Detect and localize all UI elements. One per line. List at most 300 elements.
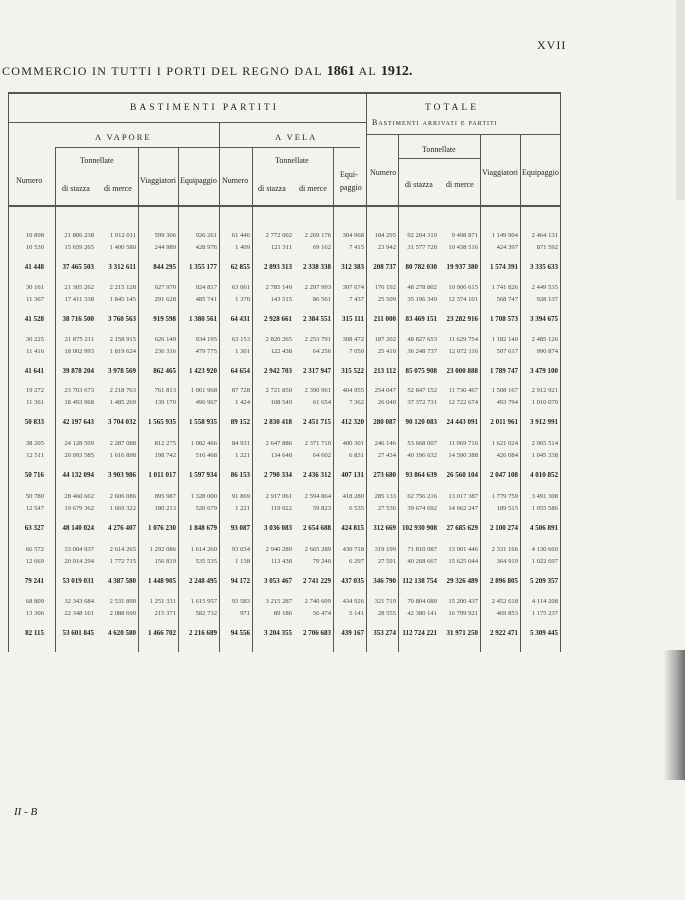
cell-viaggiatori-totale: 1 789 747	[490, 367, 518, 375]
cell-equipaggio-vapore: 1 082 466	[190, 440, 217, 447]
cell-stazza-totale: 48 827 653	[407, 336, 437, 343]
cell-equipaggio-vela: 430 718	[342, 546, 364, 553]
cell-equipaggio-vapore: 1 615 957	[190, 598, 217, 605]
cell-equipaggio-totale: 2 912 921	[531, 387, 558, 394]
cell-stazza-totale: 80 782 030	[405, 263, 437, 271]
cell-equipaggio-vela: 304 968	[342, 232, 364, 239]
cell-numero-vapore: 50 833	[24, 418, 44, 426]
cell-numero-totale: 213 112	[373, 367, 396, 375]
cell-viaggiatori-vapore: 895 987	[154, 493, 176, 500]
cell-viaggiatori-totale: 2 896 805	[490, 577, 518, 585]
cell-stazza-vela: 2 772 002	[265, 232, 292, 239]
cell-merce-totale: 26 560 104	[446, 471, 478, 479]
cell-stazza-totale: 52 847 152	[407, 387, 437, 394]
cell-merce-vapore: 2 606 086	[109, 493, 136, 500]
table-total-row	[0, 418, 560, 430]
header-merce-vela: di merce	[299, 184, 327, 193]
cell-viaggiatori-vapore: 139 170	[154, 399, 176, 406]
cell-equipaggio-vapore: 428 976	[195, 244, 217, 251]
table-total-row	[0, 524, 560, 536]
cell-equipaggio-vela: 424 815	[341, 524, 364, 532]
cell-merce-totale: 13 017 387	[448, 493, 478, 500]
table-row	[0, 336, 560, 348]
cell-numero-totale: 26 040	[377, 399, 396, 406]
cell-merce-totale: 23 282 916	[446, 315, 478, 323]
cell-viaggiatori-totale: 568 747	[496, 296, 518, 303]
cell-equipaggio-totale: 4 506 891	[530, 524, 558, 532]
header-bottom-rule	[8, 205, 560, 207]
cell-stazza-vapore: 18 002 993	[64, 348, 94, 355]
cell-equipaggio-vela: 315 111	[342, 315, 364, 323]
cell-equipaggio-vapore: 2 248 495	[189, 577, 217, 585]
cell-equipaggio-totale: 3 394 675	[530, 315, 558, 323]
cell-stazza-vela: 2 928 661	[264, 315, 292, 323]
table-row	[0, 546, 560, 558]
cell-equipaggio-totale: 4 130 660	[531, 546, 558, 553]
cell-numero-vapore: 41 528	[24, 315, 44, 323]
header-tonnellate-vapore: Tonnellate	[80, 156, 114, 165]
cell-merce-vela: 2 253 791	[304, 336, 331, 343]
cell-stazza-vela: 2 721 850	[265, 387, 292, 394]
cell-equipaggio-vapore: 520 679	[195, 505, 217, 512]
cell-numero-vapore: 68 809	[25, 598, 44, 605]
cell-equipaggio-vapore: 1 614 260	[190, 546, 217, 553]
cell-merce-vapore: 2 088 690	[109, 610, 136, 617]
cell-equipaggio-totale: 3 479 100	[530, 367, 558, 375]
cell-merce-vapore: 3 704 032	[108, 418, 136, 426]
page-number: XVII	[537, 38, 567, 52]
cell-equipaggio-vela: 7 050	[349, 348, 364, 355]
table-row	[0, 232, 560, 244]
cell-merce-vela: 2 740 609	[304, 598, 331, 605]
cell-merce-totale: 27 685 629	[446, 524, 478, 532]
cell-merce-vela: 56 474	[312, 610, 331, 617]
header-rule-3	[55, 147, 360, 148]
cell-merce-totale: 11 629 754	[448, 336, 478, 343]
cell-merce-totale: 12 072 116	[448, 348, 478, 355]
table-total-row	[0, 367, 560, 379]
col-rule	[560, 92, 561, 652]
cell-equipaggio-vapore: 516 468	[195, 452, 217, 459]
header-stazza-vapore: di stazza	[62, 184, 90, 193]
cell-numero-vela: 62 855	[230, 263, 250, 271]
cell-stazza-vapore: 17 411 338	[64, 296, 94, 303]
cell-merce-vela: 64 256	[312, 348, 331, 355]
cell-merce-totale: 19 937 380	[446, 263, 478, 271]
cell-merce-totale: 14 590 388	[448, 452, 478, 459]
cell-equipaggio-totale: 5 309 445	[530, 629, 558, 637]
cell-equipaggio-vapore: 934 195	[195, 336, 217, 343]
cell-viaggiatori-vapore: 626 149	[154, 336, 176, 343]
cell-merce-vapore: 3 312 611	[108, 263, 136, 271]
cell-numero-totale: 285 133	[374, 493, 396, 500]
header-a-vela: A VELA	[275, 132, 318, 142]
header-totale-sub: Bastimenti arrivati e partiti	[372, 118, 498, 127]
cell-equipaggio-vapore: 485 741	[195, 296, 217, 303]
cell-viaggiatori-totale: 2 331 166	[491, 546, 518, 553]
cell-equipaggio-totale: 1 010 070	[531, 399, 558, 406]
cell-numero-vela: 94 556	[230, 629, 250, 637]
header-equipaggio-vapore: Equipaggio	[180, 176, 217, 185]
cell-stazza-vapore: 28 460 662	[64, 493, 94, 500]
cell-merce-vela: 64 602	[312, 452, 331, 459]
cell-equipaggio-vapore: 1 423 920	[189, 367, 217, 375]
table-row	[0, 610, 560, 622]
cell-numero-totale: 184 295	[374, 232, 396, 239]
cell-numero-totale: 25 509	[377, 296, 396, 303]
cell-equipaggio-vapore: 1 597 934	[189, 471, 217, 479]
cell-equipaggio-vapore: 1 061 968	[190, 387, 217, 394]
cell-numero-vapore: 12 669	[25, 558, 44, 565]
table-total-row	[0, 577, 560, 589]
cell-merce-vapore: 2 614 265	[109, 546, 136, 553]
cell-merce-vela: 2 384 551	[303, 315, 331, 323]
cell-numero-vela: 94 172	[230, 577, 250, 585]
cell-numero-vela: 1 221	[235, 505, 250, 512]
cell-equipaggio-vapore: 582 732	[195, 610, 217, 617]
header-tonnellate-totale: Tonnellate	[422, 145, 456, 154]
header-merce-totale: di merce	[446, 180, 474, 189]
cell-numero-vapore: 66 572	[25, 546, 44, 553]
cell-merce-vapore: 2 287 088	[109, 440, 136, 447]
cell-viaggiatori-totale: 1 182 140	[491, 336, 518, 343]
table-row	[0, 348, 560, 360]
cell-equipaggio-vapore: 1 355 177	[189, 263, 217, 271]
cell-numero-totale: 273 680	[373, 471, 396, 479]
cell-stazza-vapore: 24 128 509	[64, 440, 94, 447]
cell-stazza-vela: 3 036 083	[264, 524, 292, 532]
cell-stazza-totale: 90 120 083	[405, 418, 437, 426]
cell-merce-vapore: 1 400 580	[109, 244, 136, 251]
cell-viaggiatori-totale: 493 794	[496, 399, 518, 406]
cell-numero-vapore: 50 716	[24, 471, 44, 479]
cell-numero-vela: 89 152	[230, 418, 250, 426]
cell-stazza-vela: 2 785 149	[265, 284, 292, 291]
cell-viaggiatori-vapore: 919 598	[153, 315, 176, 323]
cell-viaggiatori-vapore: 761 813	[154, 387, 176, 394]
cell-numero-vapore: 13 306	[25, 610, 44, 617]
cell-merce-vapore: 1 669 322	[109, 505, 136, 512]
cell-merce-vela: 2 436 312	[303, 471, 331, 479]
cell-numero-totale: 187 202	[374, 336, 396, 343]
cell-equipaggio-vela: 437 035	[341, 577, 364, 585]
cell-numero-vapore: 10 898	[25, 232, 44, 239]
cell-stazza-vapore: 20 093 585	[64, 452, 94, 459]
cell-equipaggio-totale: 1 175 237	[531, 610, 558, 617]
cell-equipaggio-vela: 418 280	[342, 493, 364, 500]
cell-equipaggio-totale: 928 137	[536, 296, 558, 303]
margin-mark: ·	[2, 533, 4, 539]
cell-equipaggio-totale: 2 485 126	[531, 336, 558, 343]
cell-numero-vela: 971	[240, 610, 250, 617]
cell-equipaggio-vela: 412 320	[341, 418, 364, 426]
cell-stazza-vela: 2 893 313	[264, 263, 292, 271]
cell-viaggiatori-totale: 1 508 167	[491, 387, 518, 394]
cell-merce-vela: 2 297 993	[304, 284, 331, 291]
cell-numero-totale: 254 047	[374, 387, 396, 394]
cell-stazza-vapore: 19 679 362	[64, 505, 94, 512]
cell-merce-vela: 2 594 864	[304, 493, 331, 500]
cell-viaggiatori-vapore: 236 316	[154, 348, 176, 355]
cell-equipaggio-vela: 7 362	[349, 399, 364, 406]
cell-numero-vela: 93 034	[231, 546, 250, 553]
cell-merce-vapore: 1 616 898	[109, 452, 136, 459]
table-total-row	[0, 315, 560, 327]
cell-merce-vela: 2 269 176	[304, 232, 331, 239]
cell-numero-vela: 93 087	[230, 524, 250, 532]
cell-numero-vapore: 12 511	[26, 452, 44, 459]
cell-viaggiatori-vapore: 1 011 017	[148, 471, 176, 479]
cell-viaggiatori-vapore: 627 970	[154, 284, 176, 291]
cell-stazza-vapore: 21 806 238	[64, 232, 94, 239]
cell-stazza-vela: 143 515	[270, 296, 292, 303]
cell-viaggiatori-vapore: 812 275	[154, 440, 176, 447]
cell-stazza-vapore: 21 875 211	[64, 336, 94, 343]
cell-merce-vapore: 1 772 715	[109, 558, 136, 565]
cell-merce-totale: 15 200 437	[448, 598, 478, 605]
cell-merce-vapore: 1 845 145	[109, 296, 136, 303]
cell-viaggiatori-vapore: 1 565 935	[148, 418, 176, 426]
cell-viaggiatori-totale: 1 741 826	[491, 284, 518, 291]
table-row	[0, 493, 560, 505]
header-paggio-vela: paggio	[340, 183, 362, 192]
cell-stazza-vapore: 15 659 265	[64, 244, 94, 251]
cell-merce-totale: 23 000 888	[446, 367, 478, 375]
cell-viaggiatori-totale: 469 853	[496, 610, 518, 617]
table-row	[0, 244, 560, 256]
cell-merce-totale: 24 443 091	[446, 418, 478, 426]
table-total-row	[0, 471, 560, 483]
cell-numero-totale: 208 737	[373, 263, 396, 271]
cell-stazza-vela: 2 820 265	[265, 336, 292, 343]
cell-stazza-vapore: 53 019 031	[62, 577, 94, 585]
cell-merce-totale: 13 901 446	[448, 546, 478, 553]
cell-numero-totale: 280 087	[373, 418, 396, 426]
cell-merce-vela: 69 162	[312, 244, 331, 251]
header-equipaggio-totale: Equipaggio	[522, 168, 559, 177]
cell-numero-vapore: 30 161	[25, 284, 44, 291]
cell-equipaggio-vela: 307 674	[342, 284, 364, 291]
cell-stazza-totale: 31 577 720	[407, 244, 437, 251]
cell-merce-vela: 2 706 683	[303, 629, 331, 637]
cell-equipaggio-totale: 1 055 586	[531, 505, 558, 512]
cell-equipaggio-totale: 3 491 308	[531, 493, 558, 500]
cell-stazza-totale: 62 756 216	[407, 493, 437, 500]
cell-stazza-vapore: 22 348 161	[64, 610, 94, 617]
cell-stazza-vela: 2 830 418	[264, 418, 292, 426]
header-numero-totale: Numero	[370, 168, 397, 177]
cell-stazza-vela: 134 648	[270, 452, 292, 459]
cell-equipaggio-vela: 7 437	[349, 296, 364, 303]
cell-merce-totale: 11 730 467	[448, 387, 478, 394]
cell-numero-totale: 176 192	[374, 284, 396, 291]
header-rule-4	[398, 158, 480, 159]
cell-merce-totale: 14 662 247	[448, 505, 478, 512]
header-bastimenti-partiti: BASTIMENTI PARTITI	[130, 103, 279, 113]
cell-numero-vela: 1 138	[235, 558, 250, 565]
cell-equipaggio-vela: 407 131	[341, 471, 364, 479]
cell-equipaggio-totale: 2 464 131	[531, 232, 558, 239]
cell-stazza-totale: 93 864 639	[405, 471, 437, 479]
cell-numero-totale: 353 274	[373, 629, 396, 637]
cell-merce-vela: 2 665 289	[304, 546, 331, 553]
cell-stazza-totale: 112 724 221	[402, 629, 437, 637]
cell-numero-totale: 321 719	[374, 598, 396, 605]
table-row	[0, 505, 560, 517]
cell-equipaggio-vela: 404 955	[342, 387, 364, 394]
cell-merce-totale: 16 799 921	[448, 610, 478, 617]
cell-stazza-vela: 2 647 886	[265, 440, 292, 447]
header-rule-1	[8, 122, 366, 123]
cell-stazza-vapore: 37 465 503	[62, 263, 94, 271]
table-total-row	[0, 263, 560, 275]
cell-stazza-vela: 2 942 703	[264, 367, 292, 375]
cell-merce-totale: 12 722 674	[448, 399, 478, 406]
cell-numero-vapore: 11 416	[26, 348, 44, 355]
cell-viaggiatori-vapore: 156 819	[154, 558, 176, 565]
cell-merce-vapore: 4 620 580	[108, 629, 136, 637]
cell-numero-totale: 346 790	[373, 577, 396, 585]
cell-numero-vapore: 50 780	[25, 493, 44, 500]
cell-numero-vapore: 41 641	[24, 367, 44, 375]
cell-merce-totale: 12 374 101	[448, 296, 478, 303]
cell-stazza-totale: 40 268 667	[407, 558, 437, 565]
header-viaggiatori-vapore: Viaggiatori	[140, 176, 176, 185]
cell-equipaggio-vapore: 926 261	[195, 232, 217, 239]
cell-stazza-vela: 122 438	[270, 348, 292, 355]
cell-merce-vapore: 4 276 407	[108, 524, 136, 532]
cell-stazza-totale: 112 138 754	[402, 577, 437, 585]
cell-merce-totale: 11 969 716	[448, 440, 478, 447]
cell-viaggiatori-totale: 364 919	[496, 558, 518, 565]
cell-stazza-vapore: 53 601 845	[62, 629, 94, 637]
cell-numero-vapore: 79 241	[24, 577, 44, 585]
header-top-rule	[8, 92, 560, 94]
cell-merce-totale: 31 971 250	[446, 629, 478, 637]
cell-viaggiatori-vapore: 291 628	[154, 296, 176, 303]
cell-merce-vapore: 3 903 986	[108, 471, 136, 479]
cell-viaggiatori-totale: 2 452 618	[491, 598, 518, 605]
cell-numero-vapore: 82 115	[25, 629, 44, 637]
cell-merce-vapore: 2 158 915	[109, 336, 136, 343]
cell-equipaggio-vapore: 535 535	[195, 558, 217, 565]
cell-numero-totale: 27 591	[377, 558, 396, 565]
cell-equipaggio-vapore: 924 817	[195, 284, 217, 291]
cell-stazza-vapore: 48 140 024	[62, 524, 94, 532]
cell-merce-vapore: 2 215 128	[109, 284, 136, 291]
cell-numero-vela: 1 424	[235, 399, 250, 406]
cell-viaggiatori-totale: 1 149 904	[491, 232, 518, 239]
cell-numero-vapore: 19 272	[25, 387, 44, 394]
cell-stazza-vapore: 38 716 500	[62, 315, 94, 323]
cell-equipaggio-vela: 439 167	[341, 629, 364, 637]
cell-numero-vapore: 11 361	[26, 399, 44, 406]
cell-merce-totale: 9 498 871	[451, 232, 478, 239]
page-title	[2, 64, 412, 80]
cell-equipaggio-vela: 6 297	[349, 558, 364, 565]
cell-equipaggio-totale: 1 022 697	[531, 558, 558, 565]
cell-merce-vela: 2 451 715	[303, 418, 331, 426]
cell-stazza-vapore: 32 343 684	[64, 598, 94, 605]
table-row	[0, 387, 560, 399]
cell-merce-vela: 86 561	[312, 296, 331, 303]
cell-numero-vela: 61 446	[231, 232, 250, 239]
cell-numero-vela: 1 301	[235, 348, 250, 355]
cell-equipaggio-totale: 990 874	[536, 348, 558, 355]
cell-stazza-totale: 71 810 087	[407, 546, 437, 553]
cell-numero-totale: 27 536	[377, 505, 396, 512]
cell-equipaggio-vapore: 1 558 935	[189, 418, 217, 426]
cell-numero-vela: 87 728	[231, 387, 250, 394]
cell-merce-totale: 10 438 516	[448, 244, 478, 251]
cell-stazza-vapore: 42 197 643	[62, 418, 94, 426]
cell-viaggiatori-vapore: 1 251 331	[149, 598, 176, 605]
cell-numero-vapore: 11 367	[26, 296, 44, 303]
cell-stazza-totale: 70 804 080	[407, 598, 437, 605]
cell-equipaggio-vela: 434 926	[342, 598, 364, 605]
page-edge-shadow	[676, 0, 685, 200]
cell-viaggiatori-totale: 2 011 961	[490, 418, 518, 426]
cell-viaggiatori-vapore: 215 371	[154, 610, 176, 617]
cell-stazza-vapore: 18 493 968	[64, 399, 94, 406]
cell-numero-vela: 64 654	[230, 367, 250, 375]
cell-numero-vela: 1 221	[235, 452, 250, 459]
cell-merce-vapore: 1 912 011	[109, 232, 136, 239]
cell-equipaggio-totale: 4 114 208	[531, 598, 558, 605]
cell-numero-totale: 23 942	[377, 244, 396, 251]
header-stazza-vela: di stazza	[258, 184, 286, 193]
cell-viaggiatori-totale: 189 515	[496, 505, 518, 512]
cell-viaggiatori-totale: 426 084	[496, 452, 518, 459]
cell-numero-vela: 1 370	[235, 296, 250, 303]
cell-numero-vapore: 30 225	[25, 336, 44, 343]
cell-equipaggio-vapore: 479 775	[195, 348, 217, 355]
cell-merce-totale: 29 326 489	[446, 577, 478, 585]
cell-merce-vela: 61 654	[312, 399, 331, 406]
cell-stazza-totale: 36 248 737	[407, 348, 437, 355]
cell-merce-vapore: 1 485 269	[109, 399, 136, 406]
cell-viaggiatori-vapore: 1 292 086	[149, 546, 176, 553]
cell-stazza-vela: 2 940 289	[265, 546, 292, 553]
cell-viaggiatori-vapore: 1 466 702	[148, 629, 176, 637]
cell-stazza-vela: 3 053 467	[264, 577, 292, 585]
title-al: AL	[358, 64, 377, 78]
cell-merce-vela: 2 317 947	[303, 367, 331, 375]
cell-stazza-vapore: 33 004 937	[64, 546, 94, 553]
header-viaggiatori-totale: Viaggiatori	[482, 168, 518, 177]
cell-stazza-vela: 121 311	[270, 244, 292, 251]
cell-stazza-totale: 42 380 141	[407, 610, 437, 617]
cell-merce-totale: 10 906 615	[448, 284, 478, 291]
cell-stazza-totale: 40 196 632	[407, 452, 437, 459]
cell-stazza-vela: 113 438	[270, 558, 292, 565]
table-total-row	[0, 629, 560, 641]
cell-viaggiatori-totale: 2 922 471	[490, 629, 518, 637]
cell-numero-vela: 63 061	[231, 284, 250, 291]
cell-numero-vapore: 63 327	[24, 524, 44, 532]
cell-equipaggio-totale: 871 592	[536, 244, 558, 251]
cell-stazza-vela: 2 917 061	[265, 493, 292, 500]
cell-viaggiatori-totale: 507 617	[496, 348, 518, 355]
cell-equipaggio-vela: 315 522	[341, 367, 364, 375]
table-row	[0, 452, 560, 464]
cell-equipaggio-vapore: 2 216 689	[189, 629, 217, 637]
title-year-from: 1861	[326, 64, 355, 79]
cell-equipaggio-vela: 400 301	[342, 440, 364, 447]
footer-signature-mark: II - B	[14, 806, 38, 818]
cell-stazza-vapore: 23 703 673	[64, 387, 94, 394]
cell-equipaggio-vela: 7 415	[349, 244, 364, 251]
